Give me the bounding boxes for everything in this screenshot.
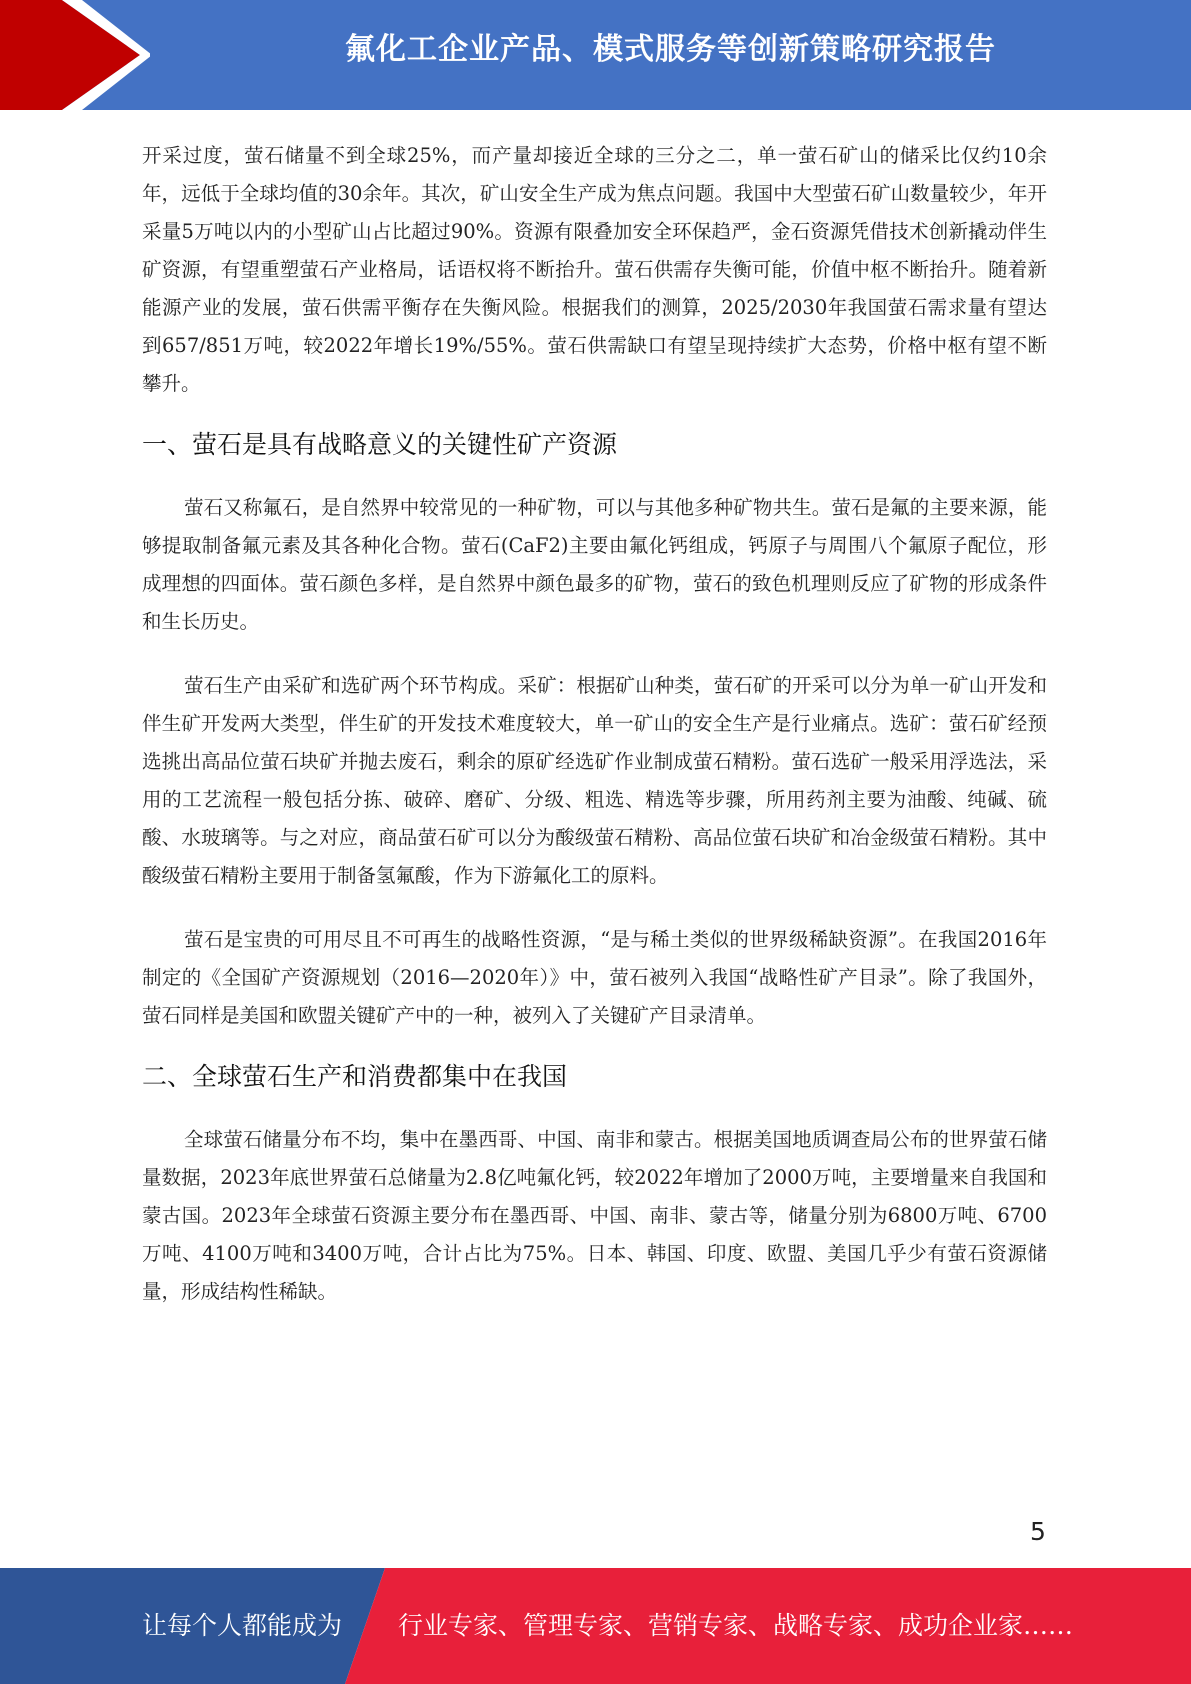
- footer-right-text: 行业专家、管理专家、营销专家、战略专家、成功企业家……: [398, 1611, 1074, 1640]
- section-heading-1: 一、萤石是具有战略意义的关键性矿产资源: [142, 430, 618, 459]
- document-body: [142, 137, 1047, 1311]
- section1-paragraph-1: 萤石又称氟石，是自然界中较常见的一种矿物，可以与其他多种矿物共生。萤石是氟的主要来源，能够提取制备氟元素及其各种化合物。萤石(CaF2)主要由氟化钙组成，钙原子与周围八个氟原子配位，形成理想的四面体。萤石颜色多样，是自然界中颜色最多的矿物，萤石的致色机理则反应了矿物的形成条件和生长历史。: [142, 496, 1047, 633]
- footer-banner: [0, 1568, 1191, 1684]
- section1-paragraph-3: 萤石是宝贵的可用尽且不可再生的战略性资源，“是与稀土类似的世界级稀缺资源”。在我国2016年制定的《全国矿产资源规划（2016—2020年）》中，萤石被列入我国“战略性矿产目录”。除了我国外，萤石同样是美国和欧盟关键矿产中的一种，被列入了关键矿产目录清单。: [142, 928, 1047, 1027]
- intro-paragraph: 开采过度，萤石储量不到全球25%，而产量却接近全球的三分之二，单一萤石矿山的储采比仅约10余年，远低于全球均值的30余年。其次，矿山安全生产成为焦点问题。我国中大型萤石矿山数量较少，年开采量5万吨以内的小型矿山占比超过90%。资源有限叠加安全环保趋严，金石资源凭借技术创新撬动伴生矿资源，有望重塑萤石产业格局，话语权将不断抬升。萤石供需存失衡可能，价值中枢不断抬升。随着新能源产业的发展，萤石供需平衡存在失衡风险。根据我们的测算，2025/2030年我国萤石需求量有望达到657/851万吨，较2022年增长19%/55%。萤石供需缺口有望呈现持续扩大态势，价格中枢有望不断攀升。: [142, 144, 1047, 395]
- header-title: 氟化工企业产品、模式服务等创新策略研究报告: [345, 32, 996, 67]
- section1-paragraph-2: 萤石生产由采矿和选矿两个环节构成。采矿：根据矿山种类，萤石矿的开采可以分为单一矿山开发和伴生矿开发两大类型，伴生矿的开发技术难度较大，单一矿山的安全生产是行业痛点。选矿：萤石矿经预选挑出高品位萤石块矿并抛去废石，剩余的原矿经选矿作业制成萤石精粉。萤石选矿一般采用浮选法，采用的工艺流程一般包括分拣、破碎、磨矿、分级、粗选、精选等步骤，所用药剂主要为油酸、纯碱、硫酸、水玻璃等。与之对应，商品萤石矿可以分为酸级萤石精粉、高品位萤石块矿和冶金级萤石精粉。其中酸级萤石精粉主要用于制备氢氟酸，作为下游氟化工的原料。: [142, 674, 1047, 887]
- header-red-chevron: [0, 0, 150, 110]
- section-heading-2: 二、全球萤石生产和消费都集中在我国: [142, 1062, 568, 1091]
- page-number: 5: [1030, 1517, 1046, 1546]
- header-banner: [0, 0, 1191, 110]
- section2-paragraph-1: 全球萤石储量分布不均，集中在墨西哥、中国、南非和蒙古。根据美国地质调查局公布的世界萤石储量数据，2023年底世界萤石总储量为2.8亿吨氟化钙，较2022年增加了2000万吨，主要增量来自我国和蒙古国。2023年全球萤石资源主要分布在墨西哥、中国、南非、蒙古等，储量分别为6800万吨、6700万吨、4100万吨和3400万吨，合计占比为75%。日本、韩国、印度、欧盟、美国几乎少有萤石资源储量，形成结构性稀缺。: [142, 1128, 1047, 1303]
- footer-left-text: 让每个人都能成为: [142, 1611, 343, 1640]
